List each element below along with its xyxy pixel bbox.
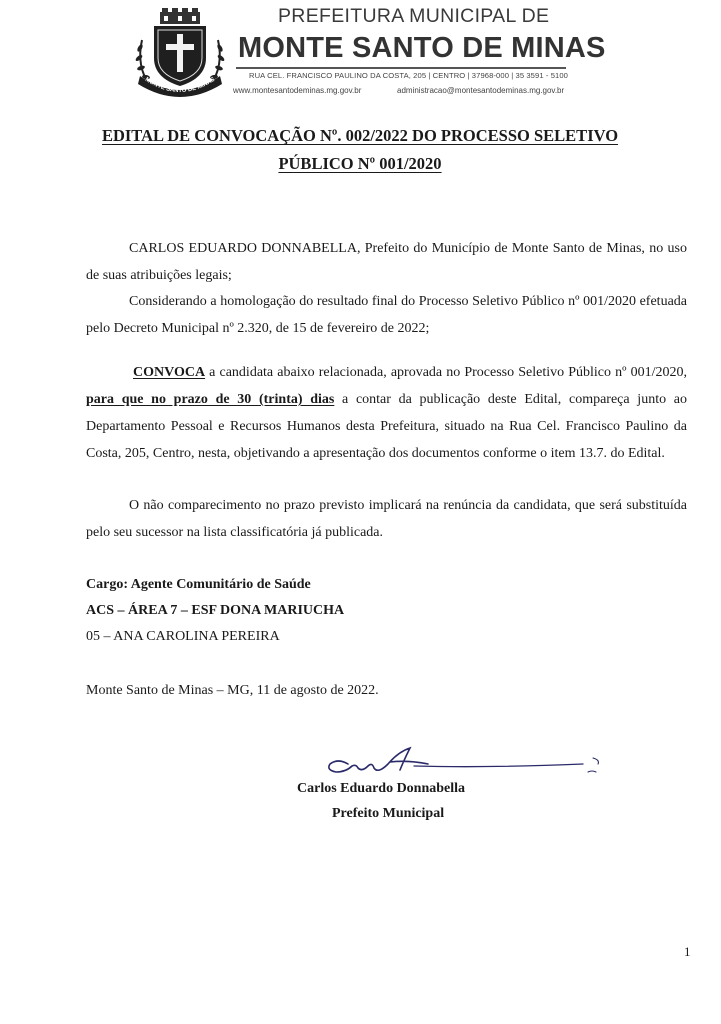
header-divider bbox=[236, 67, 566, 69]
signatory-name: Carlos Eduardo Donnabella bbox=[297, 781, 466, 796]
header-municipality: PREFEITURA MUNICIPAL DE bbox=[278, 5, 550, 27]
job-title: Cargo: Agente Comunitário de Saúde bbox=[86, 577, 311, 592]
paragraph-convoca: CONVOCA a candidata abaixo relacionada, aprovada no Processo Seletivo Público nº 001/2020, para que no prazo de 30 (trinta) dias a contar da publicação deste Edital, compareça junto ao Departamento Pessoal e Recursos Humanos desta Prefeitura, situado na Rua Cel. Francisco Paulino da Costa, 205, Centro, nesta, objetivando a apresentação dos documentos conforme o item 13.7. do Edital. bbox=[86, 365, 687, 461]
municipal-crest-icon bbox=[128, 6, 232, 102]
crest-ribbon-text: MONTE SANTO DE MINAS bbox=[143, 76, 217, 95]
paragraph-considering: Considerando a homologação do resultado final do Processo Seletivo Público nº 001/2020 efetuada pelo Decreto Municipal nº 2.320, de 15 de fevereiro de 2022; bbox=[86, 294, 687, 336]
header-city-name: MONTE SANTO DE MINAS bbox=[238, 32, 606, 64]
document-title-line-1: EDITAL DE CONVOCAÇÃO Nº. 002/2022 DO PROCESSO SELETIVO bbox=[101, 126, 619, 145]
convoca-keyword: CONVOCA bbox=[133, 365, 206, 380]
header-address: RUA CEL. FRANCISCO PAULINO DA COSTA, 205 | CENTRO | 37968-000 | 35 3591 - 5100 bbox=[249, 71, 568, 80]
paragraph-preamble: CARLOS EDUARDO DONNABELLA, Prefeito do Município de Monte Santo de Minas, no uso de suas atribuições legais; bbox=[86, 241, 687, 283]
header-email: administracao@montesantodeminas.mg.gov.br bbox=[397, 86, 565, 95]
candidate-name: 05 – ANA CAROLINA PEREIRA bbox=[86, 629, 280, 644]
deadline-text: para que no prazo de 30 (trinta) dias bbox=[86, 392, 335, 407]
header-website: www.montesantodeminas.mg.gov.br bbox=[233, 86, 362, 95]
signatory-role: Prefeito Municipal bbox=[332, 806, 445, 821]
job-area: ACS – ÁREA 7 – ESF DONA MARIUCHA bbox=[86, 603, 345, 618]
paragraph-non-attendance: O não comparecimento no prazo previsto implicará na renúncia da candidata, que será substituída pelo seu sucessor na lista classificatória já publicada. bbox=[86, 498, 687, 540]
signature-icon bbox=[318, 742, 618, 784]
date-line: Monte Santo de Minas – MG, 11 de agosto de 2022. bbox=[86, 683, 379, 698]
page-number: 1 bbox=[684, 944, 691, 959]
document-title-line-2: PÚBLICO Nº 001/2020 bbox=[278, 154, 442, 173]
